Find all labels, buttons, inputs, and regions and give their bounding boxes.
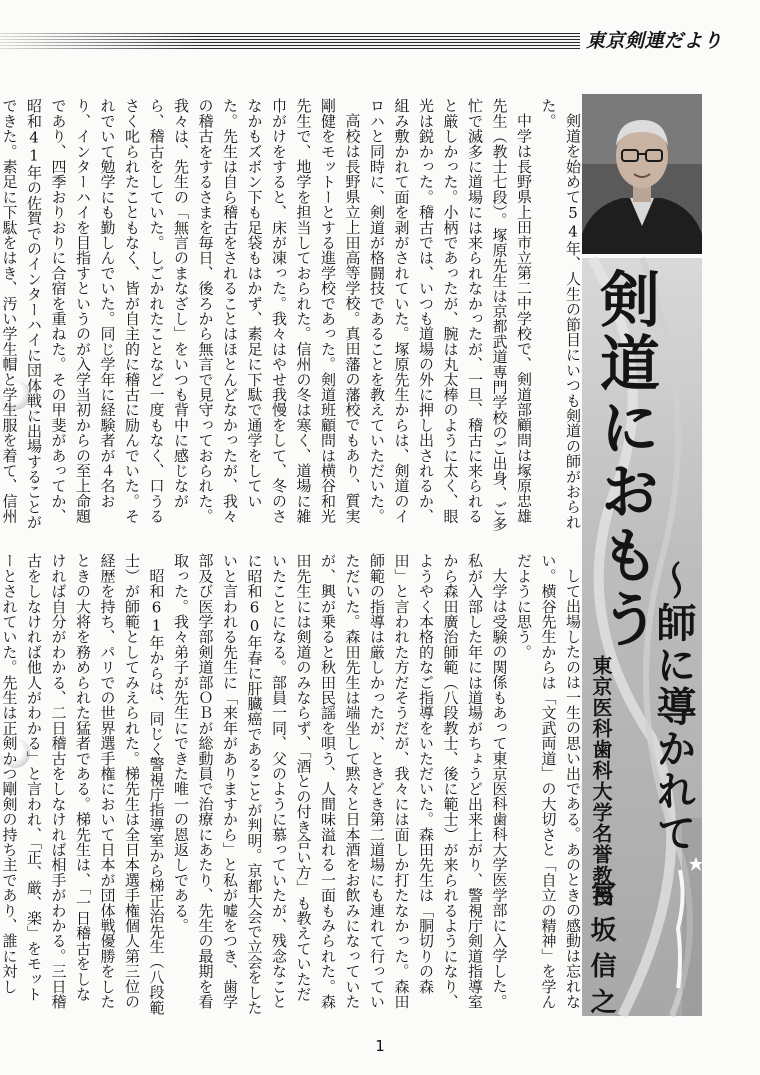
newsletter-title: 東京剣連だより — [586, 30, 723, 52]
article-paragraph: 高校は長野県立上田高等学校。真田藩の藩校でもあり、質実剛健をモットーとする進学校であった。剣道班顧問は横谷和光先生で、地学を担当しておられた。信州の冬は寒く、道場に雑巾がけをすると、床が凍った。我々はやせ我慢をして、冬のさなかもズボン下も足袋もはかず、素足に下駄で通学をしていた。先生は自ら稽古をされることはほとんどなかったが、我々の稽古をするさまを毎日、後ろから無言で見守っておられた。我々は、先生の「無言のまなざし」をいつも背中に感じながら、稽古をしていた。しごかれたことなど一度もなく、口うるさく叱られたこともなく、皆が自主的に稽古に励んでいた。それでいて勉学にも勤しんでいた。同じ学年に経験者が４名おり、インターハイを目指すというのが入学当初からの至上命題であり、四季おりおりに合宿を重ねた。その甲斐があってか、昭和41年の佐賀でのインターハイに団体戦に出場することができた。素足に下駄をはき、汚い学生帽と学生服を着て、信州 — [0, 98, 362, 530]
article-title: 剣道におもう — [590, 268, 660, 652]
article-body-bottom — [0, 553, 585, 1015]
article-paragraph: 昭和61年からは、同じく警視庁指導室から梯正治先生（八段範士）が師範としてみえられた。梯先生は全日本選手権個人第三位の経歴を持ち、パリでの世界選手権において日本が団体戦優勝をしたときの大将を務められた猛者である。梯先生は、「一日稽古をしなければ自分がわかる、二日稽古をしなければ相手がわかる。三日稽古をしなければ他人がわかる」と言われ、「正、厳、楽」をモットーとされていた。先生は正剣かつ剛剣の持ち主であり、誰に対し — [0, 553, 166, 1015]
article-paragraph: 剣道を始めて54年、人生の節目にいつも剣道の師がおられた。 — [539, 98, 582, 530]
article-paragraph: 大学は受験の関係もあって東京医科歯科大学医学部に入学した。私が入部した年には道場がちょうど出来上がり、警視庁剣道指導室から森田廣治師範（八段教士、後に範士）が来られるようになり、ようやく本格的なご指導をいただいた。森田先生は「胴切りの森田」と言われた方だそうだが、我々には面しか打たなかった。森田師範の指導は厳しかったが、ときどき第二道場にも連れて行っていただいた。森田先生は端坐して黙々と日本酒をお飲みになっていたが、興が乗ると秋田民謡を唄う、人間味溢れる一面もみられた。森田先生には剣道のみならず、「酒との付き合い方」も教えていただいたことになる。部員一同、父のように慕っていたが、残念なことに昭和60年春に肝臓癌であることが判明。京都大会で立会をしたいと言われる先生に「来年がありますから」と私が嘘をつき、歯学部及び医学部剣道部ＯＢが総動員で治療にあたり、先生の最期を看取った。我々弟子が先生にできた唯一の恩返しである。 — [172, 553, 509, 1015]
author-photo — [582, 94, 702, 254]
author-portrait-image — [582, 94, 702, 254]
header-stripe-fade — [0, 33, 580, 49]
article-paragraph: 中学は長野県上田市立第二中学校で、剣道部顧問は塚原忠雄先生（教士七段）。塚原先生は京都武道専門学校のご出身、ご多忙で滅多に道場には来られなかったが、一旦、稽古に来られると厳しかった。小柄であったが、腕は丸太棒のように太く、眼光は鋭かった。稽古では、いつも道場の外に押し出されるか、組み敷かれて面を剥がされていた。塚原先生からは、剣道のイロハと同時に、剣道が格闘技であることを教えていただいた。 — [368, 98, 533, 532]
author-affiliation: 東京医科歯科大学名誉教授 — [589, 655, 613, 907]
article-body-top — [0, 98, 585, 533]
article-paragraph: して出場したのは一生の思い出である。あのときの感動は忘れない。横谷先生からは「文武両道」の大切さと「自立の精神」を学んだように思う。 — [515, 553, 582, 1009]
author-name: 宮坂信之 — [586, 880, 616, 1024]
article-subtitle: 〜師に導かれて — [650, 560, 697, 854]
page-number: 1 — [375, 1037, 385, 1055]
